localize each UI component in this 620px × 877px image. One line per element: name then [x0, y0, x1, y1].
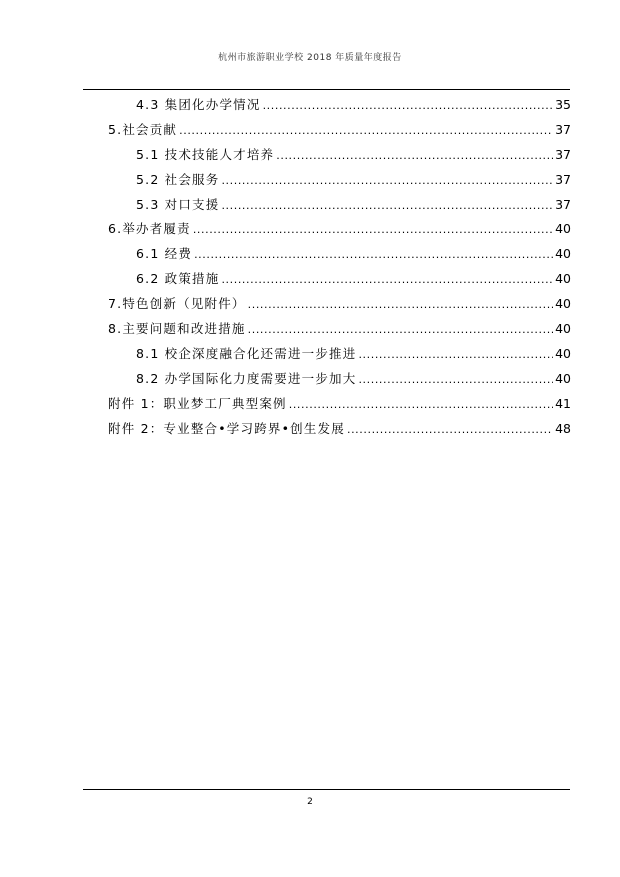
toc-entry-page: 37: [555, 121, 571, 137]
toc-entry-page: 37: [555, 146, 571, 162]
toc-entry-label: 4.3 集团化办学情况: [136, 97, 261, 112]
toc-entry-label: 附件 1：职业梦工厂典型案例: [108, 395, 287, 411]
toc-entry-page: 48: [555, 420, 571, 436]
toc-entry-label: 8.1 校企深度融合化还需进一步推进: [136, 345, 357, 361]
toc-entry-page: 41: [555, 395, 571, 411]
toc-entry-page: 40: [555, 370, 571, 386]
header-divider: [83, 89, 570, 90]
toc-entry-label: 6.1 经费: [136, 246, 193, 262]
toc-entry-label: 5.2 社会服务: [136, 171, 220, 187]
page-number: 2: [307, 797, 313, 807]
toc-entry-label: 8.2 办学国际化力度需要进一步加大: [136, 370, 357, 386]
toc-entry-page: 40: [555, 345, 571, 361]
toc-entry-appendix-2[interactable]: [108, 417, 571, 442]
toc-entry-label: 7.特色创新（见附件）: [108, 296, 246, 312]
toc-leader-dots: [263, 94, 553, 119]
toc-leader-dots: [221, 268, 553, 293]
toc-entry-page: 40: [555, 221, 571, 237]
toc-leader-dots: [194, 243, 553, 268]
toc-entry-label: 8.主要问题和改进措施: [108, 321, 246, 337]
toc-entry-label: 附件 2：专业整合•学习跨界•创生发展: [108, 420, 345, 436]
toc-entry-8-1[interactable]: [108, 342, 571, 367]
footer-divider: [83, 789, 570, 790]
toc-leader-dots: [193, 218, 553, 243]
toc-entry-5-2[interactable]: [108, 168, 571, 193]
toc-entry-5-1[interactable]: [108, 143, 571, 168]
toc-entry-page: 37: [555, 196, 571, 212]
toc-leader-dots: [221, 169, 553, 194]
toc-entry-6-2[interactable]: [108, 267, 571, 292]
toc-entry-label: 5.社会贡献: [108, 121, 178, 137]
toc-entry-page: 35: [555, 97, 571, 112]
toc-entry-label: 6.2 政策措施: [136, 271, 220, 287]
toc-entry-appendix-1[interactable]: [108, 392, 571, 417]
page-header-title: 杭州市旅游职业学校 2018 年质量年度报告: [218, 53, 402, 63]
toc-entry-7[interactable]: [108, 292, 571, 317]
toc-entry-label: 5.3 对口支援: [136, 196, 220, 212]
toc-entry-label: 5.1 技术技能人才培养: [136, 146, 275, 162]
toc-entry-6-1[interactable]: [108, 242, 571, 267]
toc-leader-dots: [347, 418, 553, 443]
toc-leader-dots: [358, 368, 553, 393]
toc-leader-dots: [276, 144, 553, 169]
toc-entry-6[interactable]: [108, 217, 571, 242]
toc-leader-dots: [358, 343, 553, 368]
toc-leader-dots: [179, 119, 553, 144]
toc-entry-page: 40: [555, 321, 571, 337]
toc-entry-page: 40: [555, 246, 571, 262]
toc-entry-4-3[interactable]: [108, 93, 571, 118]
toc-leader-dots: [221, 194, 553, 219]
toc-entry-label: 6.举办者履责: [108, 221, 191, 237]
toc-leader-dots: [289, 393, 553, 418]
toc-entry-page: 40: [555, 296, 571, 312]
toc-entry-5-3[interactable]: [108, 193, 571, 218]
table-of-contents: [108, 93, 571, 441]
toc-entry-page: 40: [555, 271, 571, 287]
toc-entry-5[interactable]: [108, 118, 571, 143]
toc-leader-dots: [248, 318, 553, 343]
toc-leader-dots: [248, 293, 553, 318]
toc-entry-8[interactable]: [108, 317, 571, 342]
toc-entry-8-2[interactable]: [108, 367, 571, 392]
toc-entry-page: 37: [555, 171, 571, 187]
